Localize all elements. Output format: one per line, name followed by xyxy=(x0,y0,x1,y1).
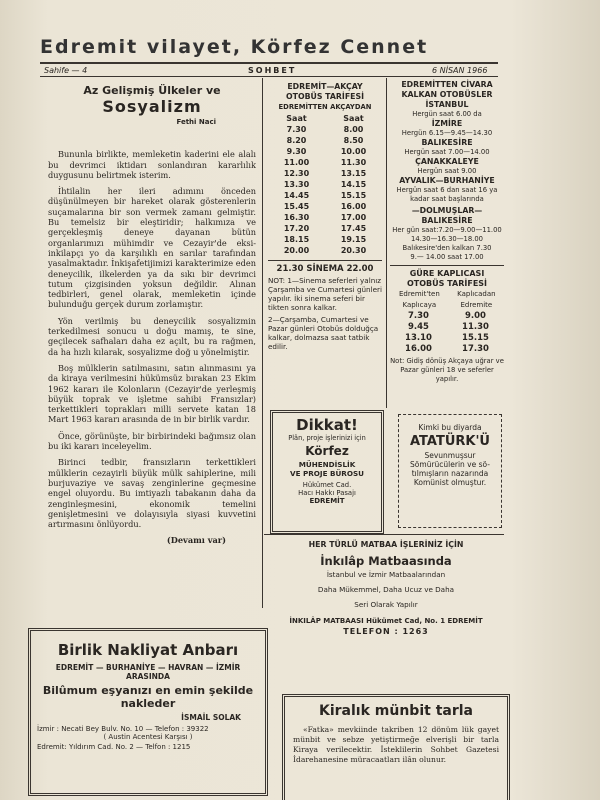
bus-row xyxy=(268,202,382,213)
bus-cell: 11.00 xyxy=(283,158,310,168)
article-paragraph: Önce, görünüşte, bir birbirindeki bağımsız olan bu iki kararı inceleyelim. xyxy=(48,430,256,452)
bus-rule xyxy=(268,260,382,261)
article-paragraph: İhtilalin her ileri adımını önceden düşünülmeyen bir hareket olarak gösterenlerin suçamalarına bir son vermek zamanı gelmiştir. Bu temelsiz bir eleştiridir; halkımıza ve gerçekleşmiş deneye dayanan bütün organlarımızı mühimdir ve Cezayir'de eksi-inkilapçı yo da karşılıklı en sarılar tarafından yasalmaktadır. İnkişafetijimizi karakterimize eden deneycilik, ilkelerden ya da sıkı bir devrimci tutum çizgisinden yoksun değildir. Alınan tedbirleri, genel olarak, memleketin içinde bulunduğu gerçek durum zorlamıştır. xyxy=(48,186,256,310)
bus-row xyxy=(268,224,382,235)
hotspring-head: Kaplıcaya xyxy=(402,301,437,309)
dikkat-title: Dikkat! xyxy=(296,416,358,434)
region-title-2: KALKAN OTOBÜSLER xyxy=(401,90,493,99)
hotspring-row xyxy=(390,311,504,322)
kiralik-title: Kiralık münbit tarla xyxy=(319,703,473,719)
birlik-izmir: İzmir : Necati Bey Bulv. No. 10 — Telefon : 39322 xyxy=(37,725,209,733)
bus-cell: 20.00 xyxy=(283,246,310,256)
article-paragraph: Birinci tedbir, fransızların terkettikleri mülklerin cezayirli büyük mülk sahiplerine, mili burjuvaziye ve savaş zenginlerine geçmesine engel oluyordu. Bu imtiyazlı tabakanın daha da zenginleşmesini, ekonomik temelini genişletmesini ve dolayısıyla siyasi kuvvetini artırmasını önlüyordu. xyxy=(48,457,256,530)
birlik-line: nakleder xyxy=(120,697,176,710)
article-title: Sosyalizm xyxy=(102,97,202,116)
bus-cell: 11.30 xyxy=(340,158,367,168)
print-line: Daha Mükemmel, Daha Ucuz ve Daha xyxy=(317,584,455,594)
article-paragraph: Yön verilmiş bu deneycilik sosyalizmin terkedilmesi sonucu u doğu mamış, te sine, geçilecek safhaları daha ez açılt, bu ra rağmen, da ha hızlı kılarak, sosyalizme doğ u yönelmiştir. xyxy=(48,315,256,357)
print-line: Seri Olarak Yapılır xyxy=(354,600,418,610)
birlik-edremit: Edremit: Yıldırım Cad. No. 2 — Telfon : 1215 xyxy=(37,743,191,751)
article-continued: (Devamı var) xyxy=(166,535,226,546)
bus-cell: 16.00 xyxy=(340,202,367,212)
bus-cell: 13.15 xyxy=(340,169,367,179)
region-balikesir: BALIKESİRE xyxy=(421,138,473,147)
ataturk-line: Komünist olmuştur. xyxy=(413,478,487,487)
dikkat-line: Hacı Hakkı Pasajı xyxy=(298,489,356,497)
bus-cell: 8.50 xyxy=(343,136,364,146)
region-istanbul-time: Hergün saat 6.00 da xyxy=(412,110,482,118)
bus-cell: 12.30 xyxy=(283,169,310,179)
bus-row xyxy=(268,136,382,147)
bus-timetable xyxy=(268,82,382,351)
bus-cell: 17.20 xyxy=(283,224,310,234)
region-izmir-time: Hergün 6.15—9.45—14.30 xyxy=(401,129,493,137)
print-name: İnkılâp Matbaasında xyxy=(320,554,452,569)
bus-row xyxy=(268,125,382,136)
masthead-rule xyxy=(40,62,498,64)
dikkat-korfez: Körfez xyxy=(305,444,349,458)
dikkat-line: Hükümet Cad. xyxy=(302,481,352,489)
header-rule xyxy=(40,76,498,77)
dikkat-line: EDREMİT xyxy=(309,497,345,505)
article-title-line1: Az Gelişmiş Ülkeler ve xyxy=(83,84,221,97)
article xyxy=(48,84,256,546)
bus-cell: 13.30 xyxy=(283,180,310,190)
bus-title-3: EDREMİTTEN AKÇAYDAN xyxy=(278,103,372,111)
birlik-title: Birlik Nakliyat Anbarı xyxy=(57,641,239,659)
hotspring-cell: 17.30 xyxy=(462,344,489,354)
bus-cell: 14.45 xyxy=(283,191,310,201)
birlik-ad xyxy=(28,628,268,796)
region-bal2-time: 9.— 14.00 saat 17.00 xyxy=(410,253,484,261)
bus-row xyxy=(268,158,382,169)
bus-cell: 16.30 xyxy=(283,213,310,223)
masthead-title: Edremit vilayet, Körfez Cennet xyxy=(40,36,429,58)
hotspring-cell: 9.45 xyxy=(408,322,429,332)
kiralik-text: «Fatka» mevkiinde takriben 12 dönüm lük gayet münbit ve sebze yetiştirmeğe elverişli bir tarla Kiraya verilecektir. İsteklilerin Sohbet Gazetesi İdarehanesine müracaatları ilân olunur. xyxy=(293,725,499,764)
issue-date: 6 NİSAN 1966 xyxy=(432,66,488,75)
column-rule-2 xyxy=(386,78,387,408)
bus-cell: 15.15 xyxy=(340,191,367,201)
hotspring-head: Kaplıcadan xyxy=(457,290,496,298)
cinema-note-2: 2—Çarşamba, Cumartesi ve Pazar günleri Otobüs dolduğça kalkar, dolmazsa saat tatbik edilir. xyxy=(268,315,379,351)
region-ayvalik-time: Hergün saat 6 dan saat 16 ya kadar saat başlarında xyxy=(396,186,498,203)
section-name: SOHBET xyxy=(248,66,297,75)
birlik-arasinda: ARASINDA xyxy=(126,672,170,681)
hotspring-head: Edremite xyxy=(460,301,493,309)
bus-cell: 14.15 xyxy=(340,180,367,190)
dikkat-line: MÜHENDİSLİK xyxy=(298,460,356,469)
hotspring-cell: 13.10 xyxy=(405,333,432,343)
bus-cell: 7.30 xyxy=(286,125,307,135)
print-shop-ad xyxy=(268,540,504,637)
page-number: Sahife — 4 xyxy=(44,66,88,75)
ataturk-line: Sevunmuşsur xyxy=(424,451,476,460)
bus-row xyxy=(268,180,382,191)
birlik-route: EDREMİT — BURHANİYE — HAVRAN — İZMİR xyxy=(55,663,241,672)
bus-row xyxy=(268,246,382,257)
ataturk-line: Kimki bu diyarda xyxy=(418,423,482,432)
print-rule xyxy=(264,534,504,535)
birlik-line: Bilûmum eşyanızı en emin şekilde xyxy=(42,684,254,697)
ataturk-line: Sömürücülerin ve sö- xyxy=(410,460,490,469)
region-bal2-time: Her gün saat:7.20—9.00—11.00 xyxy=(392,226,502,234)
hotspring-heads xyxy=(390,289,504,311)
hotspring-row xyxy=(390,333,504,344)
region-bal2-time: Balıkesire'den kalkan 7.30 xyxy=(402,244,492,252)
bus-row xyxy=(268,235,382,246)
region-izmir: İZMİRE xyxy=(431,119,463,128)
print-line: İstanbul ve İzmir Matbaalarından xyxy=(326,569,446,579)
dikkat-line: VE PROJE BÜROSU xyxy=(290,469,364,478)
bus-cell: 20.30 xyxy=(340,246,367,256)
region-balikesir-time: Hergün saat 7.00—14.00 xyxy=(404,148,490,156)
birlik-owner: İSMAİL SOLAK xyxy=(181,713,241,722)
region-canakkale-time: Hergün saat 9.00 xyxy=(417,167,477,175)
hotspring-row xyxy=(390,322,504,333)
bus-cell: 8.00 xyxy=(343,125,364,135)
bus-cell: 17.45 xyxy=(340,224,367,234)
bus-title-1: EDREMİT—AKÇAY xyxy=(287,82,363,91)
region-ayvalik: AYVALIK—BURHANİYE xyxy=(399,176,495,185)
bus-cell: 18.15 xyxy=(283,235,310,245)
article-paragraph: Boş mülklerin satılmasını, satın alınmasını ya da kiraya verilmesini hükümsüz bırakan 23 Ekim 1962 kararı ile Kolonların (Cezayir'de yerleşmiş büyük toprak ve işletme sahibi Fransızlar) terkettikleri toprakları milli servete katan 18 Mart 1963 kararı arasında de in bir birlik vardır. xyxy=(48,362,256,425)
article-paragraph: Bununla birlikte, memleketin kaderini ele alalı bu devrimci iktidarı sonlandıran kararlılık duygusunu belirtmek isterim. xyxy=(48,149,256,180)
bus-row xyxy=(268,169,382,180)
hotspring-title-1: GÜRE KAPLICASI xyxy=(409,269,485,278)
hotspring-row xyxy=(390,344,504,355)
ataturk-box xyxy=(398,414,502,528)
hotspring-title-2: OTOBÜS TARİFESİ xyxy=(406,279,488,288)
region-rule xyxy=(390,265,504,266)
hotspring-note: Not: Gidiş dönüş Akçaya uğrar ve Pazar günleri 18 ve seferler yapılır. xyxy=(390,357,504,383)
region-dolmus: —DOLMUŞLAR— xyxy=(411,206,483,215)
hotspring-cell: 11.30 xyxy=(462,322,489,332)
regional-buses xyxy=(390,80,504,384)
cinema-title: 21.30 SİNEMA 22.00 xyxy=(276,264,374,274)
bus-row xyxy=(268,191,382,202)
hotspring-table xyxy=(390,311,504,355)
birlik-agency: ( Austin Acentesi Karşısı ) xyxy=(103,733,193,741)
hotspring-head: Edremit'ten xyxy=(398,290,440,298)
bus-cell: 19.15 xyxy=(340,235,367,245)
hotspring-cell: 7.30 xyxy=(408,311,429,321)
ataturk-line: tılmışların nazarında xyxy=(411,469,489,478)
hotspring-cell: 15.15 xyxy=(462,333,489,343)
print-phone: TELEFON : 1263 xyxy=(343,626,429,636)
bus-cell: 17.00 xyxy=(340,213,367,223)
bus-cell: 9.30 xyxy=(286,147,307,157)
bus-cell: 8.20 xyxy=(286,136,307,146)
region-bal2-time: 14.30—16.30—18.00 xyxy=(411,235,483,243)
bus-row xyxy=(268,147,382,158)
bus-cell: 10.00 xyxy=(340,147,367,157)
cinema-note-1: NOT: 1—Sinema seferleri yalnız Çarşamba ve Cumartesi günleri yapılır. İki sinema seferi bir tikten sonra kalkar. xyxy=(268,276,382,312)
col-head: Saat xyxy=(286,114,307,124)
article-author: Fethi Naci xyxy=(176,118,216,126)
ataturk-name: ATATÜRK'Ü xyxy=(409,434,490,449)
dikkat-line: Plân, proje işlerinizi için xyxy=(288,434,366,442)
bus-cell: 15.45 xyxy=(283,202,310,212)
print-line: İNKILÂP MATBAASI Hükümet Cad, No. 1 EDREMİT xyxy=(289,617,483,626)
dikkat-ad xyxy=(270,410,384,534)
hotspring-cell: 16.00 xyxy=(405,344,432,354)
column-rule-1 xyxy=(262,78,263,608)
col-head: Saat xyxy=(343,114,364,124)
bus-title-2: OTOBÜS TARİFESİ xyxy=(286,92,364,101)
kiralik-ad xyxy=(282,694,510,800)
region-canakkale: ÇANAKKALEYE xyxy=(415,157,479,166)
region-istanbul: İSTANBUL xyxy=(425,100,469,109)
hotspring-cell: 9.00 xyxy=(465,311,486,321)
region-balikesir-2: BALIKESİRE xyxy=(421,216,473,225)
print-line: HER TÜRLÜ MATBAA İŞLERİNİZ İÇİN xyxy=(308,540,464,549)
bus-row xyxy=(268,213,382,224)
bus-table xyxy=(268,114,382,257)
region-title-1: EDREMİTTEN CİVARA xyxy=(401,80,493,89)
